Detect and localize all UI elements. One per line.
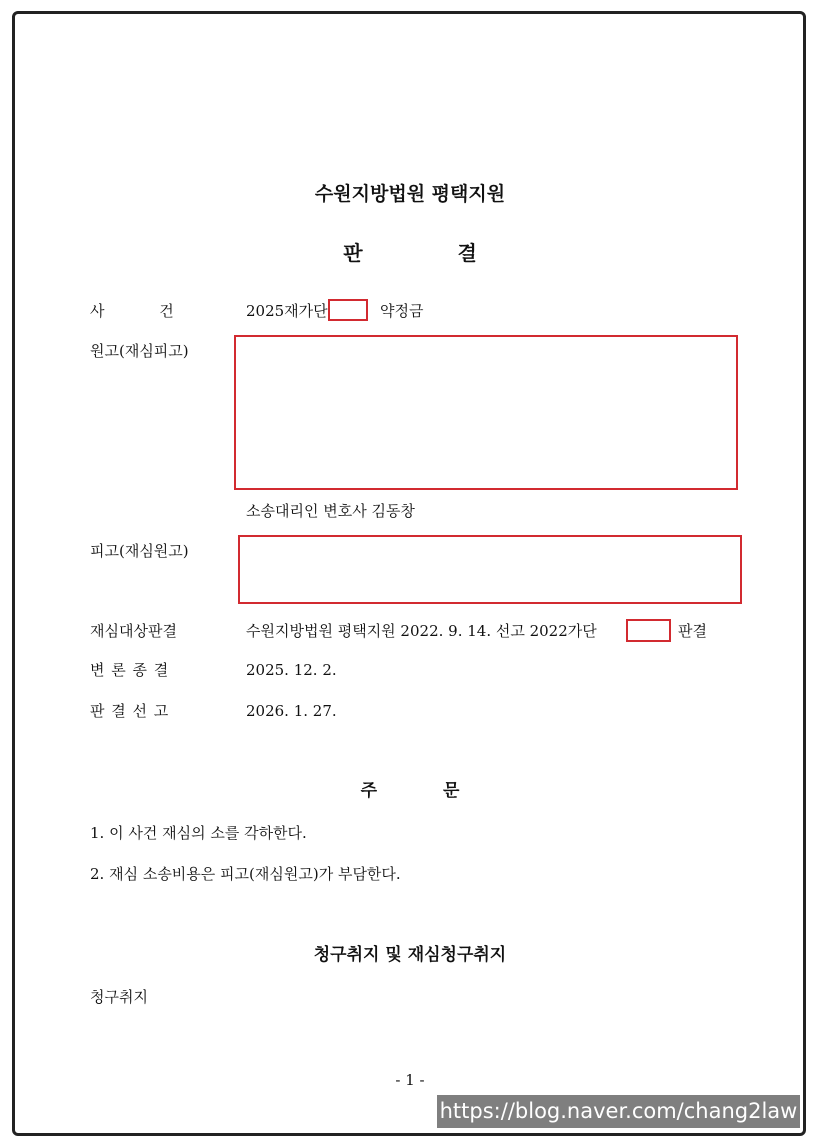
case-label: 사 건 [90,302,174,320]
order-item-1: 1. 이 사건 재심의 소를 각하한다. [90,824,307,842]
order-item-2: 2. 재심 소송비용은 피고(재심원고)가 부담한다. [90,865,401,883]
plaintiff-redaction [234,335,738,490]
ruling-date: 2026. 1. 27. [246,702,337,720]
target-judgment-suffix: 판결 [678,622,707,640]
case-number-redaction [328,299,368,321]
case-name: 약정금 [380,302,424,320]
target-judgment-value: 수원지방법원 평택지원 2022. 9. 14. 선고 2022가단 [246,622,597,640]
order-heading: 주 문 [360,781,460,801]
target-case-redaction [626,619,671,642]
claims-sub-label: 청구취지 [90,988,148,1006]
blog-watermark: https://blog.naver.com/chang2law [437,1095,800,1128]
defendant-redaction [238,535,742,604]
case-number-prefix: 2025재가단 [246,302,328,320]
closing-date: 2025. 12. 2. [246,661,337,679]
page-number: - 1 - [395,1071,425,1089]
claims-heading: 청구취지 및 재심청구취지 [313,945,507,965]
plaintiff-counsel: 소송대리인 변호사 김동창 [246,502,415,520]
document-title: 판 결 [343,241,477,265]
plaintiff-label: 원고(재심피고) [90,342,189,360]
court-name: 수원지방법원 평택지원 [314,183,506,205]
closing-label: 변 론 종 결 [90,661,170,679]
defendant-label: 피고(재심원고) [90,542,189,560]
target-judgment-label: 재심대상판결 [90,622,177,640]
ruling-label: 판 결 선 고 [90,702,170,720]
